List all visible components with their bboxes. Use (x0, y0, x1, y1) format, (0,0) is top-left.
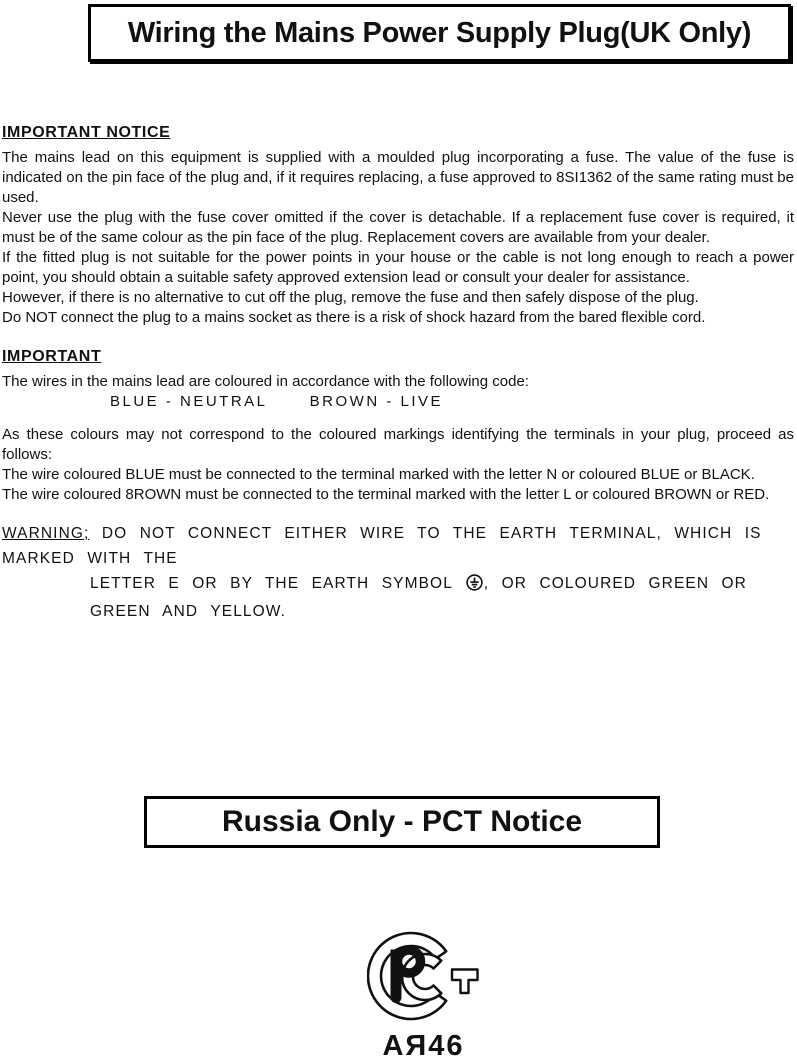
pct-logo-caption: АЯ46 (382, 1030, 465, 1062)
russia-notice-title: Russia Only - PCT Notice (221, 805, 583, 838)
colour-code-blue: BLUE - NEUTRAL (110, 393, 267, 410)
notice-paragraph: However, if there is no alternative to cut off the plug, remove the fuse and then safely dispose of the plug. (2, 289, 699, 306)
pct-gost-r-mark-icon (367, 930, 481, 1029)
important-notice-section (2, 148, 794, 328)
russia-notice-box (144, 796, 660, 848)
important-section (2, 372, 794, 505)
blue-wire-rule: The wire coloured BLUE must be connected to the terminal marked with the letter N or coloured BLUE or BLACK. (2, 466, 755, 483)
warning-line2 (2, 571, 794, 624)
page-title-box (88, 4, 791, 62)
certification-logo-area (0, 930, 797, 1063)
warning-text-line1: DO NOT CONNECT EITHER WIRE TO THE EARTH TERMINAL, WHICH IS MARKED WITH THE (2, 525, 762, 567)
page-title: Wiring the Mains Power Supply Plug(UK Only) (127, 16, 752, 49)
wire-colour-intro: The wires in the mains lead are coloured in accordance with the following code: (2, 373, 529, 390)
notice-paragraph: The mains lead on this equipment is supplied with a moulded plug incorporating a fuse. The value of the fuse is indicated on the pin face of the plug and, if it requires replacing, a fuse approved to 8SI1362 of the same rating must be used. (2, 149, 794, 206)
notice-paragraph: If the fitted plug is not suitable for the power points in your house or the cable is not long enough to reach a power point, you should obtain a suitable safety approved extension lead or consult your dealer for assistance. (2, 249, 794, 286)
colour-code-line (110, 392, 794, 412)
important-notice-heading: IMPORTANT NOTICE (2, 124, 171, 141)
colour-follow-up: As these colours may not correspond to the coloured markings identifying the terminals in your plug, proceed as follows: (2, 426, 794, 463)
notice-paragraph: Do NOT connect the plug to a mains socket as there is a risk of shock hazard from the bared flexible cord. (2, 309, 706, 326)
warning-block (2, 521, 794, 624)
document-body (0, 124, 797, 624)
important-heading: IMPORTANT (2, 348, 102, 365)
warning-text-line2-after: , OR COLOURED GREEN OR GREEN AND YELLOW. (90, 575, 747, 620)
earth-symbol-icon (466, 574, 483, 599)
warning-label: WARNING; (2, 525, 90, 542)
brown-wire-rule: The wire coloured 8ROWN must be connected to the terminal marked with the letter L or coloured BROWN or RED. (2, 486, 770, 503)
colour-code-brown: BROWN - LIVE (309, 393, 444, 410)
warning-line1 (2, 521, 794, 571)
warning-text-line2-before: LETTER E OR BY THE EARTH SYMBOL (90, 575, 453, 592)
notice-paragraph: Never use the plug with the fuse cover omitted if the cover is detachable. If a replacement fuse cover is required, it must be of the same colour as the pin face of the plug. Replacement covers are available from your dealer. (2, 209, 794, 246)
